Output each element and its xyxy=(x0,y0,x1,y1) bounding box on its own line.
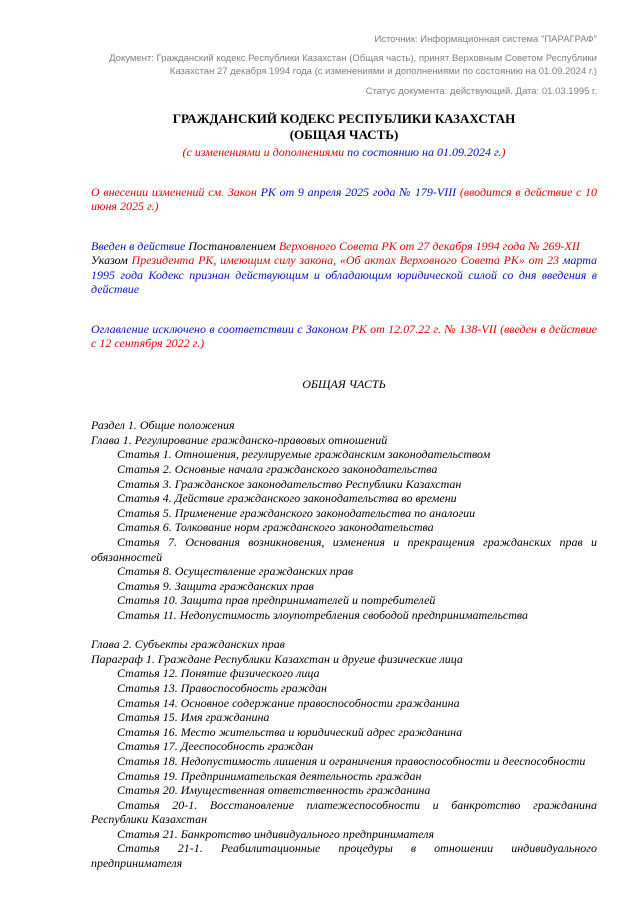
toc-article: Статья 11. Недопустимость злоупотребления свободой предпринимательства xyxy=(117,607,529,622)
toc-article: Статья 14. Основное содержание правоспособности гражданина xyxy=(117,695,460,710)
notice-toc-excluded xyxy=(91,322,597,351)
toc-paragraph: Параграф 1. Граждане Республики Казахстан и другие физические лица xyxy=(91,651,463,666)
part-heading: ОБЩАЯ ЧАСТЬ xyxy=(302,376,386,391)
toc-section: Раздел 1. Общие положения xyxy=(91,418,235,433)
text-segment: ) xyxy=(501,145,506,160)
toc-article: Статья 13. Правоспособность граждан xyxy=(117,680,327,695)
toc-article: Статья 21-1. Реабилитационные процедуры в отношении индивидуального предпринимателя xyxy=(91,841,597,871)
document-title xyxy=(91,111,597,143)
text-segment: (с изменениями и дополнениями xyxy=(182,145,348,160)
toc-chapter: Глава 2. Субъекты гражданских прав xyxy=(91,637,285,652)
toc-article: Статья 16. Место жительства и юридический адрес гражданина xyxy=(117,724,463,739)
toc-article: Статья 17. Дееспособность граждан xyxy=(117,739,314,754)
toc-article: Статья 7. Основания возникновения, изменения и прекращения гражданских прав и обязанностей xyxy=(91,535,597,564)
notice-enactment xyxy=(91,239,597,254)
toc-article: Статья 3. Гражданское законодательство Республики Казахстан xyxy=(117,476,462,491)
toc-article: Статья 12. Понятие физического лица xyxy=(117,666,320,681)
toc-article: Статья 5. Применение гражданского законодательства по аналогии xyxy=(117,505,476,520)
toc-article: Статья 10. Защита прав предпринимателей и потребителей xyxy=(117,593,436,608)
toc-chapter: Глава 1. Регулирование гражданско-правовых отношений xyxy=(91,432,388,447)
doc-link[interactable]: по состоянию на 01.09.2024 г. xyxy=(347,145,502,160)
document-title-line2: (ОБЩАЯ ЧАСТЬ) xyxy=(289,127,399,143)
text-segment: Указом xyxy=(91,253,132,268)
text-segment: Верховного Совета РК от 27 декабря 1994 года № 269-XII xyxy=(278,238,580,253)
toc-article: Статья 21. Банкротство индивидуального предпринимателя xyxy=(117,826,435,841)
text-segment: О внесении изменений см. Закон xyxy=(91,184,261,199)
toc-article: Статья 20. Имущественная ответственность гражданина xyxy=(117,783,431,798)
toc-article: Статья 15. Имя гражданина xyxy=(117,710,270,725)
header-status: Статус документа: действующий. Дата: 01.03.1995 г. xyxy=(365,86,597,98)
doc-link[interactable]: марта 1995 года Кодекс признан действующим и обладающим юридической силой со дня введения в действие xyxy=(91,253,597,297)
notice-presidential-decree xyxy=(91,253,597,297)
toc-article: Статья 6. Толкование норм гражданского законодательства xyxy=(117,520,434,535)
toc-article: Статья 1. Отношения, регулируемые гражданским законодательством xyxy=(117,447,491,462)
text-segment: (вводится в действие с 10 июня 2025 г.) xyxy=(91,184,598,214)
doc-link[interactable]: Введен в действие xyxy=(91,238,189,253)
toc-article: Статья 18. Недопустимость лишения и ограничения правоспособности и дееспособности xyxy=(117,753,586,768)
notice-amending-law xyxy=(91,185,597,214)
toc-article: Статья 19. Предпринимательская деятельность граждан xyxy=(117,768,422,783)
toc-article: Статья 8. Осуществление гражданских прав xyxy=(117,564,354,579)
toc-article: Статья 20-1. Восстановление платежеспособности и банкротство гражданина Республики Казахстан xyxy=(91,797,597,827)
toc-article: Статья 9. Защита гражданских прав xyxy=(117,578,314,593)
document-header xyxy=(91,34,597,99)
table-of-contents xyxy=(91,418,597,870)
amendments-note xyxy=(91,145,597,160)
text-segment: РК от 12.07.22 г. № 138-VII (введен в действие с 12 сентября 2022 г.) xyxy=(91,321,598,351)
document-title-line1: ГРАЖДАНСКИЙ КОДЕКС РЕСПУБЛИКИ КАЗАХСТАН xyxy=(172,111,516,127)
toc-spacer xyxy=(91,623,597,638)
toc-article: Статья 2. Основные начала гражданского законодательства xyxy=(117,462,438,477)
text-segment: Постановлением xyxy=(188,238,279,253)
doc-link[interactable]: РК от 9 апреля 2025 года № 179-VIII xyxy=(260,184,457,199)
text-segment: Президента РК, имеющим силу закона, «Об актах Верховного Совета РК» от 23 xyxy=(131,253,563,268)
header-source: Источник: Информационная система "ПАРАГРАФ" xyxy=(374,34,597,45)
toc-article: Статья 4. Действие гражданского законодательства во времени xyxy=(117,491,457,506)
legal-notices xyxy=(91,185,597,351)
doc-link[interactable]: Оглавление исключено в соответствии с Законом xyxy=(91,321,352,336)
header-document-info: Документ: Гражданский кодекс Республики Казахстан (Общая часть), принят Верховным Советом Республики Казахстан 27 декабря 1994 года (с изменениями и дополнениями по состоянию на 01.09.2024 г.) xyxy=(109,52,597,77)
